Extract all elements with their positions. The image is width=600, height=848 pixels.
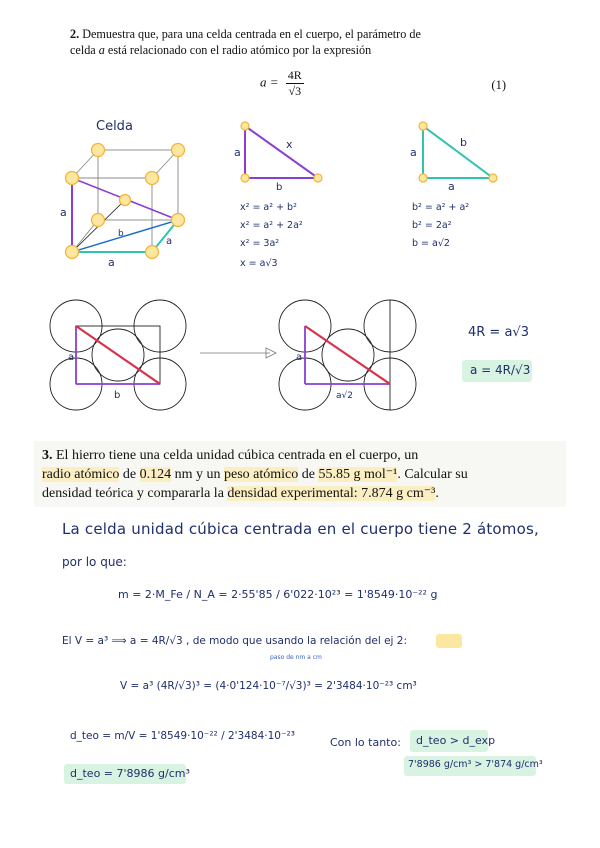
solution-line-2: por lo que: (62, 555, 127, 569)
cube-bottom-label: a (108, 256, 115, 269)
solution-line-1: La celda unidad cúbica centrada en el cuerpo tiene 2 átomos, (62, 520, 539, 538)
svg-text:x = a√3: x = a√3 (240, 258, 278, 269)
tri1-base-label: b (276, 182, 283, 193)
problem-2-text: 2. Demuestra que, para una celda centrada en el cuerpo, el parámetro de celda a está relacionado con el radio atómico por la expresión (70, 27, 421, 57)
cube-face-diag-label: b (118, 229, 124, 239)
left-vertical-label: a (68, 352, 75, 363)
tri1-hyp-label: x (286, 138, 293, 151)
triangle-1 (245, 126, 318, 178)
svg-text:b = a√2: b = a√2 (412, 238, 450, 249)
left-bottom-label: b (114, 390, 121, 401)
svg-text:b² = 2a²: b² = 2a² (412, 220, 452, 231)
compare-2: 7'8986 g/cm³ > 7'874 g/cm³ (408, 759, 543, 770)
problem-3-number: 3. (42, 448, 53, 463)
mid-eq-1: 4R = a√3 (468, 325, 529, 340)
problem-3-statement (34, 441, 566, 507)
compare-intro: Con lo tanto: (330, 736, 401, 749)
svg-text:x² = 3a²: x² = 3a² (240, 238, 280, 249)
tri1-vertical-label: a (234, 146, 241, 159)
volume-note: paso de nm a cm (270, 654, 322, 661)
circles-sketch (40, 290, 560, 420)
triangle-2 (423, 126, 493, 178)
problem-2-number: 2. (70, 27, 80, 41)
cube-side-label: a (60, 206, 67, 219)
mid-eq-2: a = 4R/√3 (470, 363, 531, 377)
volume-equation: V = a³ (4R/√3)³ = (4·0'124·10⁻⁷/√3)³ = 2'3484·10⁻²³ cm³ (120, 680, 417, 692)
tri2-vertical-label: a (410, 146, 417, 159)
tri2-hyp-label: b (460, 136, 467, 149)
ej-ref-highlight (436, 634, 462, 648)
svg-text:x² = a² + b²: x² = a² + b² (240, 202, 297, 213)
problem-3-text: 3. El hierro tiene una celda unidad cúbica centrada en el cuerpo, un radio atómico de 0.124 nm y un peso atómico de 55.85 g mol⁻¹. Calcular su densidad teórica y compararla la densidad experimental: 7.874 g cm⁻³. (42, 448, 468, 501)
equation-number: (1) (491, 78, 506, 92)
svg-text:b² = a² + a²: b² = a² + a² (412, 202, 470, 213)
cube-diag-label: a (166, 236, 173, 247)
left-diagonal (76, 326, 160, 384)
problem-2-statement (64, 22, 514, 104)
density-equation: d_teo = m/V = 1'8549·10⁻²² / 2'3484·10⁻²³ (70, 730, 295, 742)
density-result: d_teo = 7'8986 g/cm³ (70, 767, 190, 780)
tri2-equations (412, 202, 469, 249)
tri1-equations (240, 202, 303, 269)
formula-a: a = $\frac{4R}{√3}$ (260, 68, 302, 98)
mass-equation: m = 2·M_Fe / N_A = 2·55'85 / 6'022·10²³ = 1'8549·10⁻²² g (118, 588, 438, 601)
right-bottom-label: a√2 (336, 391, 353, 401)
bcc-sketch (40, 112, 560, 282)
cube-label: Celda (96, 119, 133, 134)
tri2-base-label: a (448, 180, 455, 193)
compare-1: d_teo > d_exp (416, 734, 496, 747)
right-diagonal (305, 326, 390, 384)
volume-intro: El V = a³ ⟹ a = 4R/√3 , de modo que usando la relación del ej 2: (62, 635, 408, 647)
right-vertical-label: a (296, 352, 303, 363)
svg-text:x² = a² + 2a²: x² = a² + 2a² (240, 220, 303, 231)
